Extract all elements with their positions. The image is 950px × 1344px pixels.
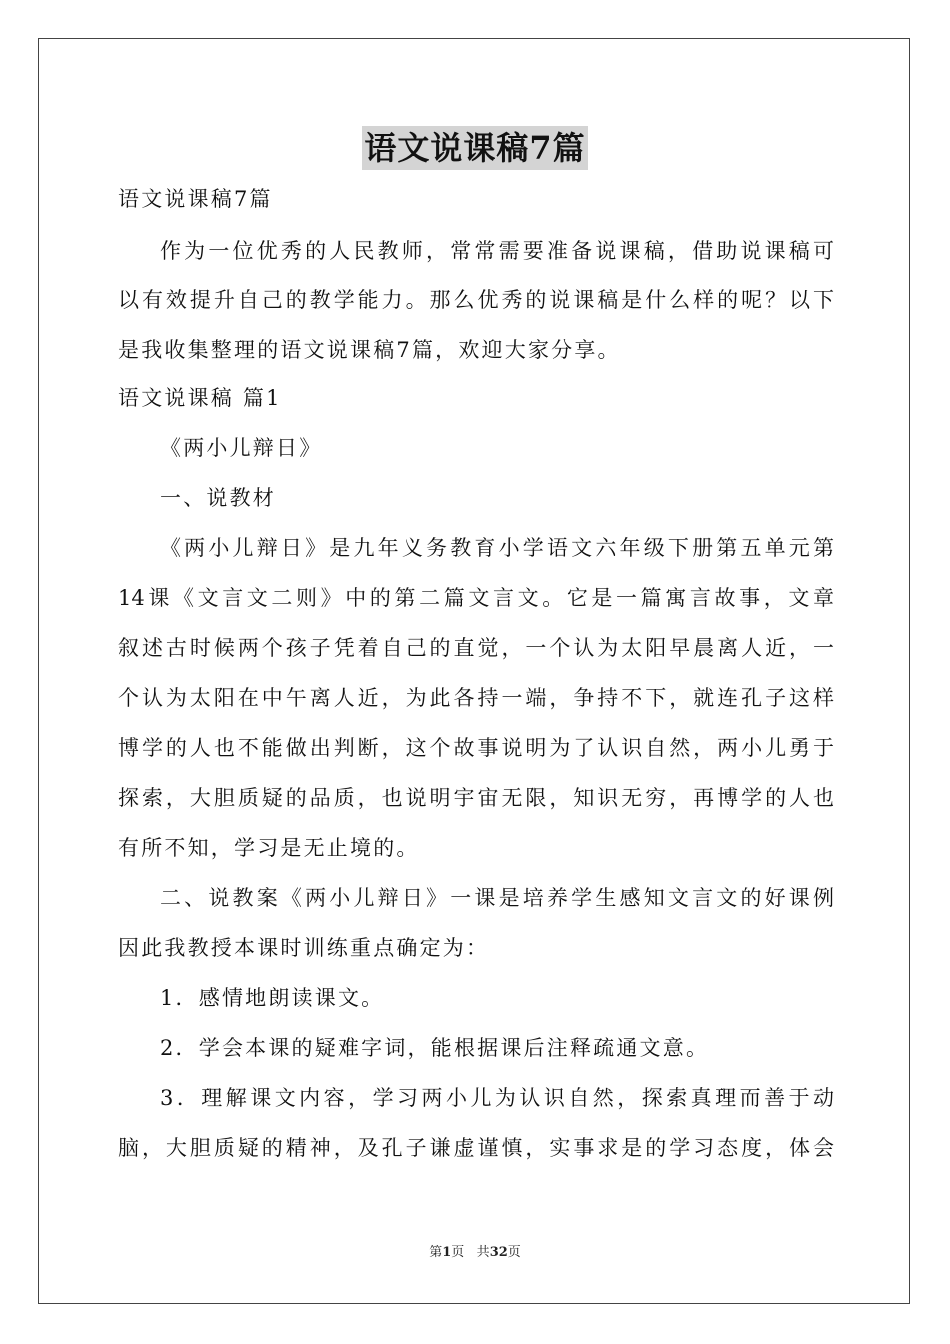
paragraph-line: 是我收集整理的语文说课稿7篇，欢迎大家分享。 [118,338,621,362]
paragraph-line: 14课《文言文二则》中的第二篇文言文。它是一篇寓言故事，文章 [118,586,834,610]
total-suffix: 页 [507,1245,521,1260]
lesson-title: 《两小儿辩日》 [160,436,323,460]
paragraph-line: 有所不知，学习是无止境的。 [118,836,420,860]
total-pages: 32 [489,1245,508,1260]
paragraph-line: 二、说教案《两小儿辩日》一课是培养学生感知文言文的好课例 [160,886,834,910]
list-item: 2．学会本课的疑难字词，能根据课后注释疏通文意。 [160,1036,710,1060]
page-title: 语文说课稿7篇 [362,126,587,170]
page-prefix: 第 [429,1245,443,1260]
section-heading: 语文说课稿 篇1 [118,386,282,410]
total-prefix: 共 [476,1245,490,1260]
paragraph-line: 叙述古时候两个孩子凭着自己的直觉，一个认为太阳早晨离人近，一 [118,636,834,660]
paragraph-line: 因此我教授本课时训练重点确定为： [118,936,490,960]
paragraph-line: 以有效提升自己的教学能力。那么优秀的说课稿是什么样的呢？以下 [118,288,834,312]
title-container [0,126,950,170]
paragraph-line: 博学的人也不能做出判断，这个故事说明为了认识自然，两小儿勇于 [118,736,834,760]
paragraph-line: 探索，大胆质疑的品质，也说明宇宙无限，知识无穷，再博学的人也 [118,786,834,810]
paragraph-line: 《两小儿辩日》是九年义务教育小学语文六年级下册第五单元第 [160,536,834,560]
page-number: 1 [442,1245,452,1260]
paragraph-line: 脑，大胆质疑的精神，及孔子谦虚谨慎，实事求是的学习态度，体会 [118,1136,834,1160]
list-item: 3．理解课文内容，学习两小儿为认识自然，探索真理而善于动 [160,1086,834,1110]
paragraph-line: 作为一位优秀的人民教师，常常需要准备说课稿，借助说课稿可 [160,239,834,263]
sub-heading: 一、说教材 [160,486,276,510]
page-footer [0,1244,950,1262]
list-item: 1．感情地朗读课文。 [160,986,385,1010]
page-border [38,38,910,1304]
page-suffix: 页 [451,1245,465,1260]
paragraph-line: 个认为太阳在中午离人近，为此各持一端，争持不下，就连孔子这样 [118,686,834,710]
subtitle-line: 语文说课稿7篇 [118,187,273,211]
